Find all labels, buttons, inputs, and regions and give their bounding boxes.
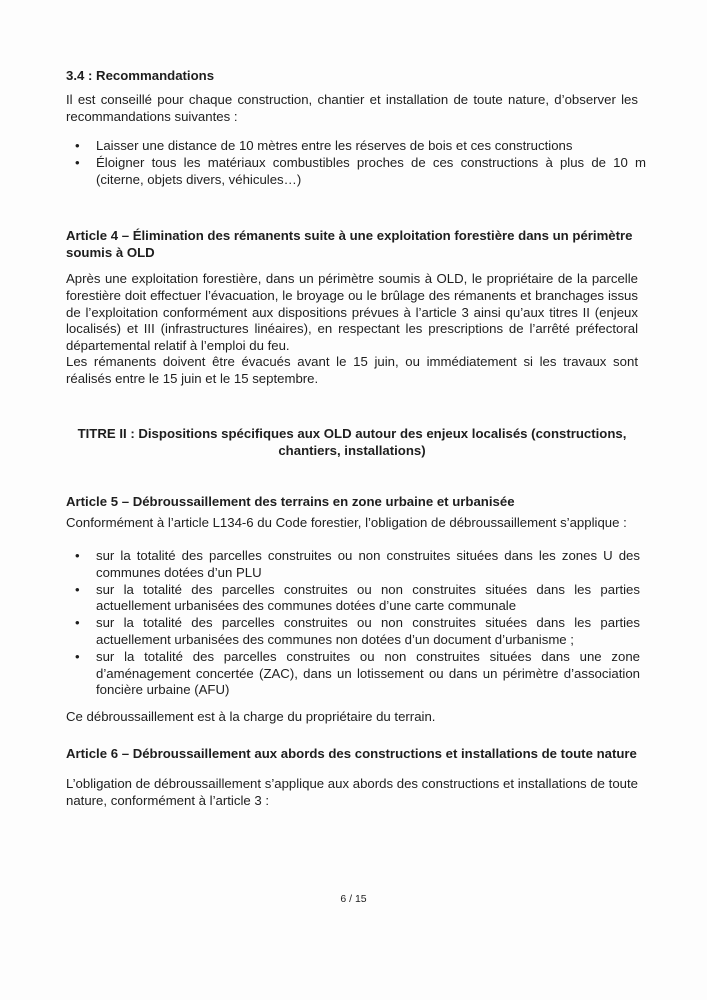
titre-2-line-2: chantiers, installations)	[278, 443, 426, 458]
article-6-paragraph: L’obligation de débroussaillement s’applique aux abords des constructions et installations de toute nature, conformément à l’article 3 :	[66, 776, 638, 808]
section-heading: 3.4 : Recommandations	[66, 68, 215, 83]
page-number: 6 / 15	[340, 893, 367, 905]
titre-2-line-1: TITRE II : Dispositions spécifiques aux OLD autour des enjeux localisés (constructions,	[77, 426, 627, 441]
article-5-heading: Article 5 – Débroussaillement des terrains en zone urbaine et urbanisée	[66, 494, 515, 509]
article-4-paragraph: Les rémanents doivent être évacués avant le 15 juin, ou immédiatement si les travaux sont réalisés entre le 15 juin et le 15 septembre.	[66, 354, 638, 386]
list-item: • sur la totalité des parcelles construites ou non construites situées dans une zone d’aménagement concertée (ZAC), dans un lotissement ou dans un périmètre d’association foncière urbaine (AFU)	[66, 649, 640, 699]
recommendations-list	[66, 138, 646, 188]
list-item: • sur la totalité des parcelles construites ou non construites situées dans les parties actuellement urbanisées des communes non dotées d’un document d’urbanisme ;	[66, 615, 640, 649]
article-5-list	[66, 548, 640, 699]
list-item: • sur la totalité des parcelles construites ou non construites situées dans les zones U des communes dotées d’un PLU	[66, 548, 640, 582]
article-4-paragraph: Après une exploitation forestière, dans un périmètre soumis à OLD, le propriétaire de la parcelle forestière doit effectuer l’évacuation, le broyage ou le brûlage des rémanents et branchages issus de l’exploitation conformément aux dispositions prévues à l’article 3 ainsi qu’aux titres II (enjeux localisés) et III (infrastructures linéaires), en respectant les prescriptions de l’arrêté préfectoral départemental relatif à l’emploi du feu.	[66, 271, 638, 354]
article-4-heading: Article 4 – Élimination des rémanents suite à une exploitation forestière dans un périmètre soumis à OLD	[66, 228, 633, 260]
article-6-heading: Article 6 – Débroussaillement aux abords des constructions et installations de toute nature	[66, 746, 637, 761]
list-item: • sur la totalité des parcelles construites ou non construites situées dans les parties actuellement urbanisées des communes dotées d’une carte communale	[66, 582, 640, 616]
article-5-outro: Ce débroussaillement est à la charge du propriétaire du terrain.	[66, 709, 436, 724]
list-item: • Éloigner tous les matériaux combustibles proches de ces constructions à plus de 10 m (citerne, objets divers, véhicules…)	[66, 155, 646, 189]
list-item: • Laisser une distance de 10 mètres entre les réserves de bois et ces constructions	[66, 138, 646, 155]
article-5-intro: Conformément à l’article L134-6 du Code forestier, l’obligation de débroussaillement s’applique :	[66, 515, 627, 530]
section-intro: Il est conseillé pour chaque construction, chantier et installation de toute nature, d’observer les recommandations suivantes :	[66, 92, 638, 124]
